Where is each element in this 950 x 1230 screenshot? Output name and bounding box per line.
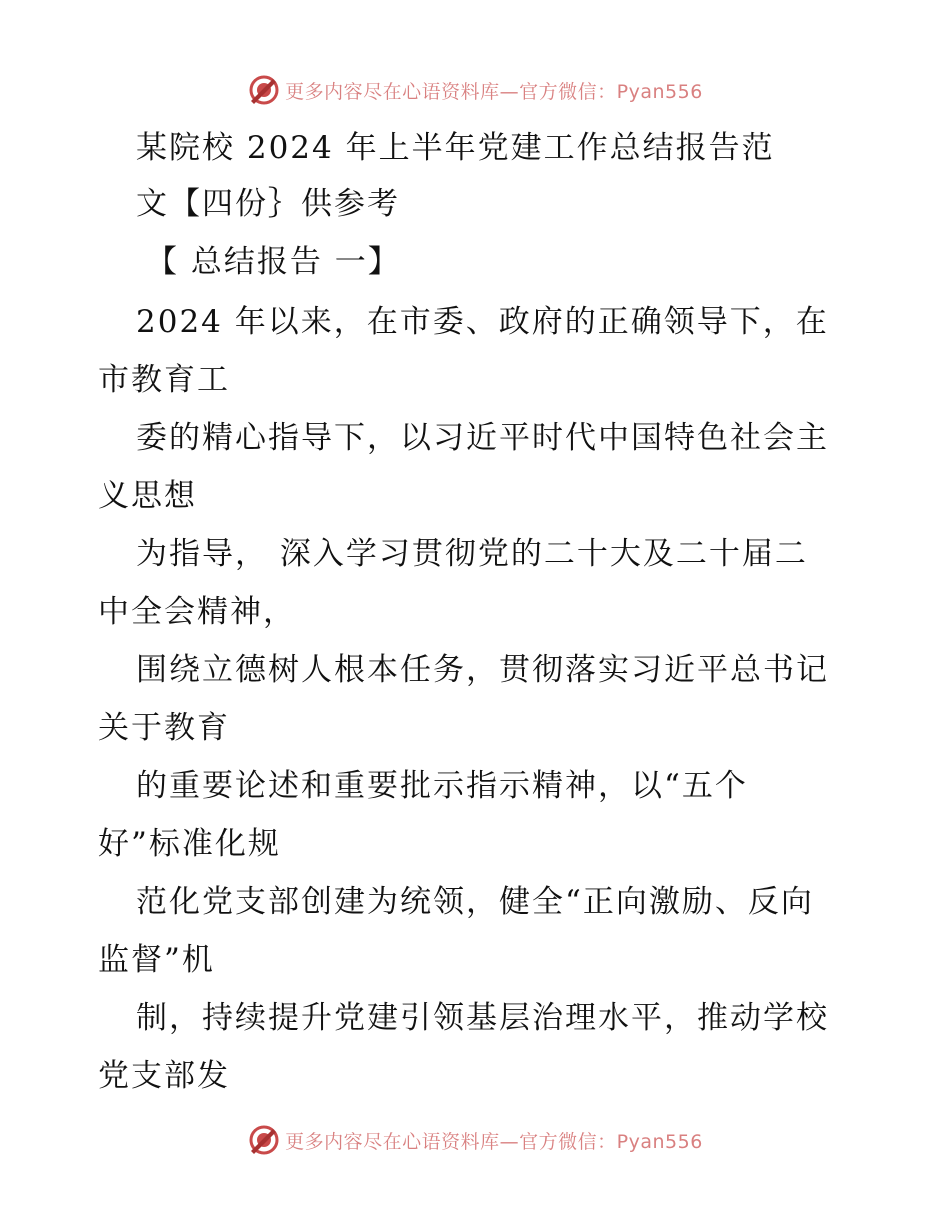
paragraph-line: 市教育工: [98, 362, 230, 398]
paragraph-line: 为指导， 深入学习贯彻党的二十大及二十届二: [136, 536, 808, 572]
paragraph-line: 2024 年以来，在市委、政府的正确领导下，在: [136, 304, 829, 340]
paragraph-line: 范化党支部创建为统领，健全“正向激励、反向: [136, 884, 814, 920]
paragraph-line: 中全会精神，: [98, 594, 296, 630]
bottom-watermark-banner: [0, 1120, 950, 1160]
watermark-text: 更多内容尽在心语资料库—官方微信：Pyan556: [285, 80, 703, 103]
watermark-text: 更多内容尽在心语资料库—官方微信：Pyan556: [285, 1130, 703, 1153]
paragraph-line: 制，持续提升党建引领基层治理水平，推动学校: [136, 1000, 829, 1036]
paragraph-line: 围绕立德树人根本任务，贯彻落实习近平总书记: [136, 652, 829, 688]
seal-pen-logo-icon: [247, 73, 281, 107]
seal-pen-logo-icon: [247, 1123, 281, 1157]
section-heading: 【 总结报告 一】: [146, 244, 401, 280]
paragraph-line: 监督”机: [98, 942, 215, 978]
top-watermark-banner: [0, 70, 950, 110]
document-title-line-1: 某院校 2024 年上半年党建工作总结报告范: [136, 130, 775, 166]
paragraph-line: 关于教育: [98, 710, 230, 746]
document-title-line-2: 文【四份｝供参考: [136, 186, 400, 222]
paragraph-line: 委的精心指导下，以习近平时代中国特色社会主: [136, 420, 829, 456]
paragraph-line: 的重要论述和重要批示指示精神，以“五个: [136, 768, 748, 804]
paragraph-line: 好”标准化规: [98, 826, 281, 862]
paragraph-line: 义思想: [98, 478, 197, 514]
paragraph-line: 党支部发: [98, 1058, 230, 1094]
